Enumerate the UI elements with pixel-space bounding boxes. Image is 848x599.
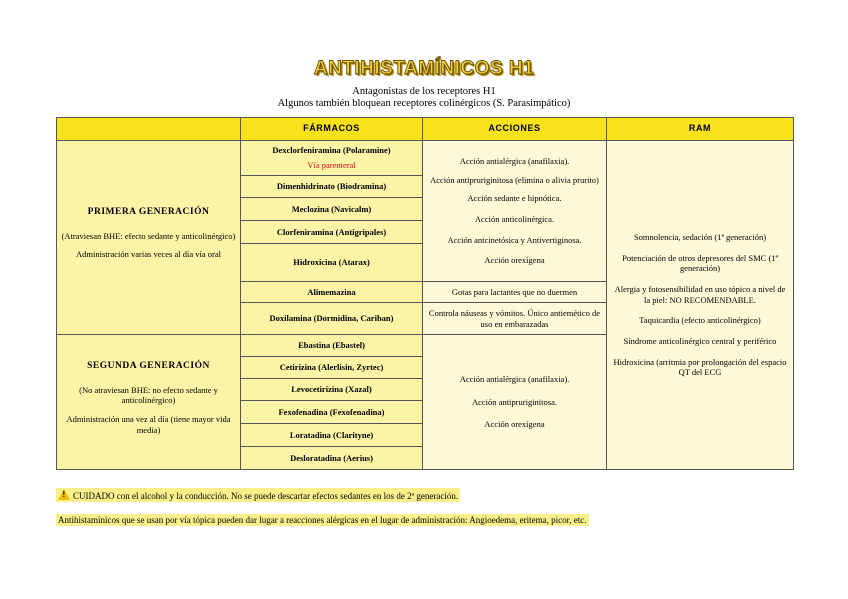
action-item: Acción antipruriginitosa. — [472, 396, 557, 407]
drug-dimenhidrinato: Dimenhidrinato (Biodramina) — [241, 176, 423, 198]
header-farmacos: FÁRMACOS — [241, 118, 423, 141]
drug-cetirizina: Cetirizina (Alerlisin, Zyrtec) — [241, 357, 423, 379]
drug-alimemazina: Alimemazina — [241, 282, 423, 303]
drug-dexclorfeniramina: Dexclorfeniramina (Polaramine) Vía parenteral — [241, 141, 423, 176]
drug-fexofenadina: Fexofenadina (Fexofenadina) — [241, 401, 423, 424]
drug-doxilamina: Doxilamina (Dormidina, Cariban) — [241, 303, 423, 335]
ram-cell — [607, 141, 794, 470]
drug-desloratadina: Desloratadina (Aerius) — [241, 447, 423, 470]
drug-meclozina: Meclozina (Navicalm) — [241, 198, 423, 221]
action-item: Acción sedante e hipnótica. — [467, 193, 562, 204]
topical-note: Antihistamínicos que se usan por vía tópica pueden dar lugar a reacciones alérgicas en el lugar de administración: Angioedema, eritema, picor, etc. — [58, 515, 587, 525]
second-gen-admin: Administración una vez al día (tiene mayor vida media) — [66, 413, 231, 435]
first-gen-actions — [423, 141, 607, 282]
second-gen-title: SEGUNDA GENERACIÓN — [87, 360, 210, 371]
table-header-row — [57, 118, 794, 141]
warning-note: !CUIDADO con el alcohol y la conducción. No se puede descartar efectos sedantes en los de 2ª generación. — [56, 488, 460, 502]
warning-icon — [58, 489, 70, 500]
drug-loratadina: Loratadina (Clarityne) — [241, 424, 423, 447]
action-item: Acción orexígena — [484, 419, 545, 430]
drug-ebastina: Ebastina (Ebastel) — [241, 335, 423, 357]
ram-item: Somnolencia, sedación (1ª generación) — [633, 232, 767, 243]
page-title: ANTIHISTAMÍNICOS H1 — [313, 58, 535, 79]
action-item: Acción antialérgica (anafilaxia). — [459, 374, 570, 385]
ram-item: Alergia y fotosensibilidad en uso tópico a nivel de la piel: NO RECOMENDABLE. — [614, 284, 786, 305]
header-blank — [57, 118, 241, 141]
second-gen-actions — [423, 335, 607, 470]
drug-clorfeniramina: Clorfeniramina (Antigripales) — [241, 221, 423, 244]
table-row — [57, 141, 794, 176]
action-lactantes: Gotas para lactantes que no duermen — [423, 282, 607, 303]
subtitle-receptors: Antagonistas de los receptores H1 — [352, 86, 496, 97]
action-item: Acción orexígena — [484, 255, 545, 266]
action-item: Acción antipruriginitosa (elimina o alivia prurito) — [430, 174, 599, 185]
second-gen-desc: (No atraviesan BHE: no efecto sedante y anticolinérgico) — [79, 384, 218, 406]
antihistamine-table — [56, 117, 794, 470]
header-ram: RAM — [607, 118, 794, 141]
header-acciones: ACCIONES — [423, 118, 607, 141]
second-gen-cell — [57, 335, 241, 470]
parenteral-note: Vía parenteral — [307, 160, 356, 170]
ram-item: Taquicardia (efecto anticolinérgico) — [639, 315, 761, 326]
action-item: Acción antcinetósica y Antivertiginosa. — [447, 234, 582, 245]
first-gen-admin: Administración varias veces al día vía oral — [76, 249, 221, 260]
action-item: Acción anticolinérgica. — [474, 214, 555, 224]
drug-levocetirizina: Levocetirizina (Xazal) — [241, 379, 423, 401]
ram-item: Potenciación de otros depresores del SMC (1ª generación) — [622, 252, 778, 274]
first-gen-desc: (Atraviesan BHE: efecto sedante y anticolinérgico) — [61, 230, 236, 241]
action-antiemetico: Controla náuseas y vómitos. Único antiemético de uso en embarazadas — [423, 303, 607, 335]
subtitle-cholinergic: Algunos también bloquean receptores colinérgicos (S. Parasimpático) — [277, 98, 571, 109]
first-gen-title: PRIMERA GENERACIÓN — [87, 206, 210, 217]
ram-item: Síndrome anticolinérgico central y periférico — [623, 335, 777, 346]
drug-hidroxicina: Hidroxicina (Atarax) — [241, 244, 423, 282]
first-gen-cell — [57, 141, 241, 335]
ram-item: Hidroxicina (arritmia por prolongación del espacio QT del ECG — [613, 356, 787, 378]
action-item: Acción antialérgica (anafilaxia). — [459, 156, 570, 167]
